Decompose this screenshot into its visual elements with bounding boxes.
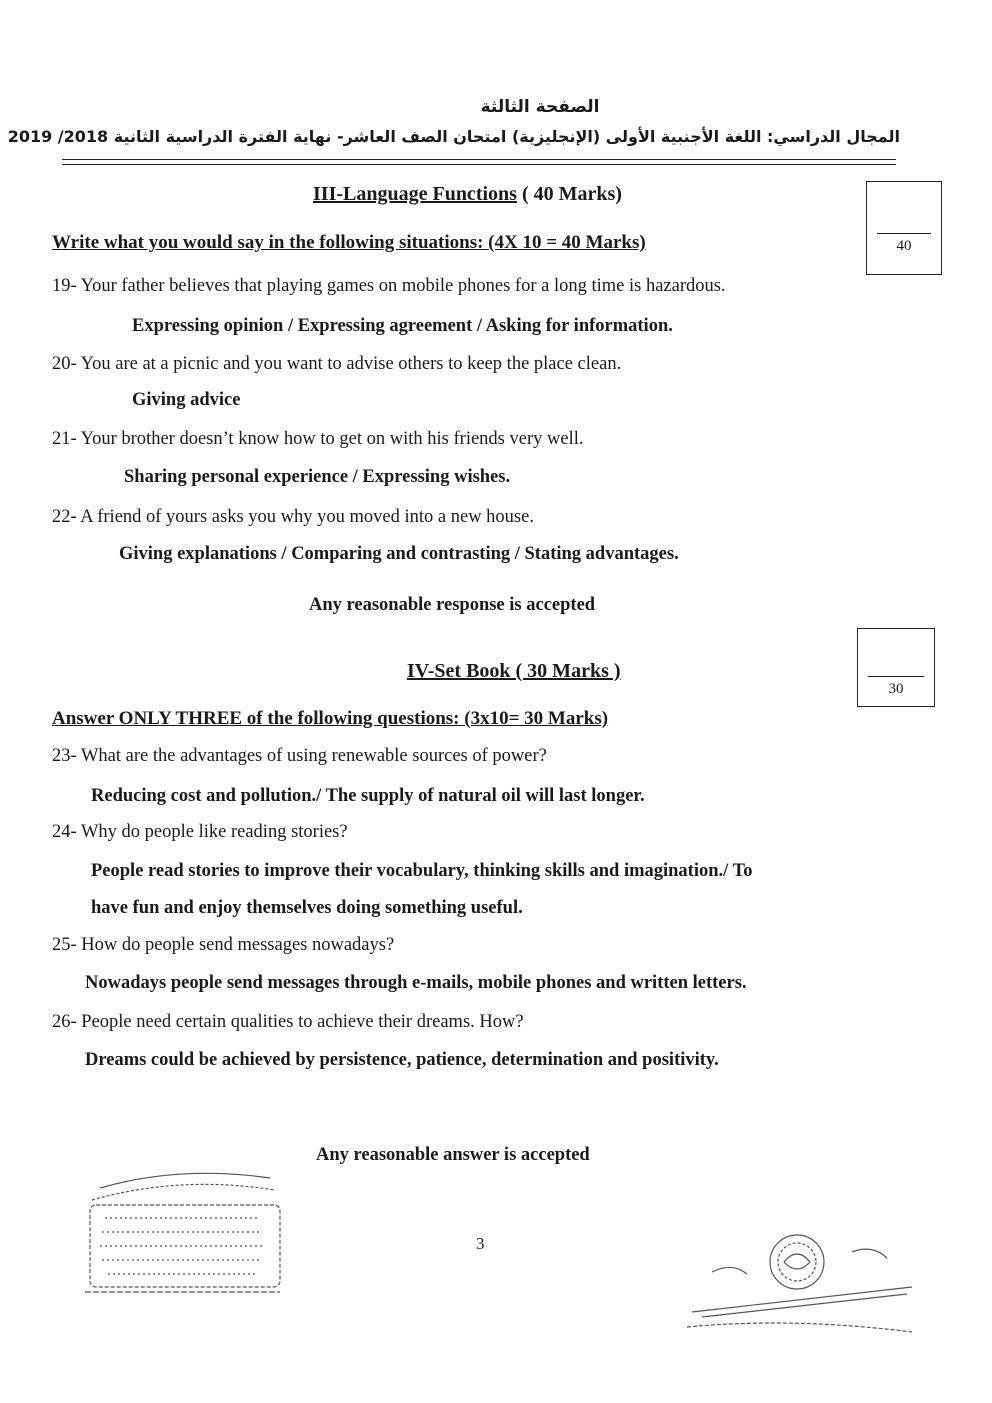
question-23: 23- What are the advantages of using renewable sources of power? [52, 746, 547, 766]
section-3-heading [313, 183, 622, 206]
section-3-score-value: 40 [896, 238, 912, 254]
section-3-note: Any reasonable response is accepted [309, 595, 596, 615]
question-21: 21- Your brother doesn’t know how to get on with his friends very well. [52, 429, 584, 449]
exam-header-arabic: المجال الدراسي: اللغة الأجنبية الأولى (الإنجليزية) امتحان الصف العاشر- نهاية الفترة الدراسية الثانية 2018/ 2019 [7, 127, 900, 146]
section-3-title: III-Language Functions [313, 183, 517, 205]
question-24: 24- Why do people like reading stories? [52, 822, 348, 842]
answer-19: Expressing opinion / Expressing agreement / Asking for information. [132, 316, 673, 336]
section-4-heading: IV-Set Book ( 30 Marks ) [407, 660, 621, 682]
section-4-score-value: 30 [888, 681, 904, 697]
question-26: 26- People need certain qualities to achieve their dreams. How? [52, 1012, 524, 1032]
page-label-arabic: الصفحة الثالثة [480, 97, 600, 117]
ministry-stamp-left [80, 1160, 285, 1300]
section-4-instruction: Answer ONLY THREE of the following questions: (3x10= 30 Marks) [52, 708, 609, 729]
score-box-line [877, 233, 931, 234]
section-4-note: Any reasonable answer is accepted [316, 1145, 590, 1165]
question-20: 20- You are at a picnic and you want to advise others to keep the place clean. [52, 354, 622, 374]
header-rule-bottom [62, 164, 896, 165]
question-25: 25- How do people send messages nowadays? [52, 935, 395, 955]
answer-20: Giving advice [132, 390, 241, 410]
answer-22: Giving explanations / Comparing and contrasting / Stating advantages. [119, 544, 679, 564]
answer-21: Sharing personal experience / Expressing wishes. [124, 467, 511, 487]
score-box-line [868, 676, 924, 677]
question-19: 19- Your father believes that playing games on mobile phones for a long time is hazardous. [52, 276, 726, 296]
section-3-instruction: Write what you would say in the following situations: (4X 10 = 40 Marks) [52, 232, 646, 253]
official-seal-right [672, 1232, 922, 1344]
section-3-score-box [866, 181, 942, 275]
answer-24-line-1: People read stories to improve their vocabulary, thinking skills and imagination./ To [91, 861, 753, 881]
page-number: 3 [476, 1234, 485, 1253]
answer-26: Dreams could be achieved by persistence, patience, determination and positivity. [85, 1050, 719, 1070]
section-4-score-box [857, 628, 935, 707]
header-rule-top [62, 159, 896, 160]
answer-24-line-2: have fun and enjoy themselves doing something useful. [91, 898, 523, 918]
answer-25: Nowadays people send messages through e-mails, mobile phones and written letters. [85, 973, 747, 993]
section-3-marks: ( 40 Marks) [521, 183, 622, 205]
question-22: 22- A friend of yours asks you why you moved into a new house. [52, 507, 534, 527]
answer-23: Reducing cost and pollution./ The supply of natural oil will last longer. [91, 786, 645, 806]
